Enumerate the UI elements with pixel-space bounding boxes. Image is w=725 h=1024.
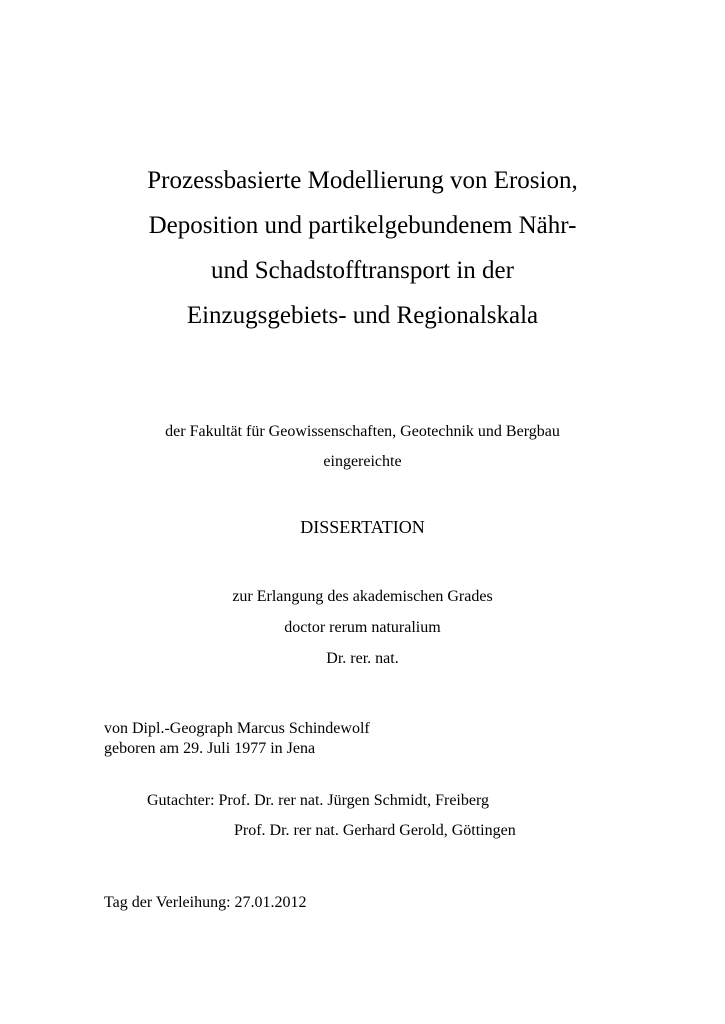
degree-name: doctor rerum naturalium [284,619,441,636]
degree-abbrev: Dr. rer. nat. [326,650,399,667]
document-type: DISSERTATION [300,517,425,537]
author-line: von Dipl.-Geograph Marcus Schindewolf [104,720,370,737]
submitted-line: eingereichte [323,453,402,470]
award-date: Tag der Verleihung: 27.01.2012 [104,894,307,911]
reviewer-1-line [147,792,489,810]
title-line-4: Einzugsgebiets- und Regionalskala [186,302,539,329]
title-line-3: und Schadstofftransport in der [211,257,514,284]
degree-purpose: zur Erlangung des akademischen Grades [232,588,493,605]
reviewers-label: Gutachter: [147,792,215,809]
reviewer-2: Prof. Dr. rer nat. Gerhard Gerold, Göttingen [234,822,516,839]
faculty-line: der Fakultät für Geowissenschaften, Geotechnik und Bergbau [165,423,560,440]
reviewer-1: Prof. Dr. rer nat. Jürgen Schmidt, Freiberg [218,792,490,809]
title-line-1: Prozessbasierte Modellierung von Erosion, [147,167,578,194]
birth-line: geboren am 29. Juli 1977 in Jena [104,740,316,757]
thesis-title [60,158,665,338]
title-line-2: Deposition und partikelgebundenem Nähr- [148,212,577,239]
